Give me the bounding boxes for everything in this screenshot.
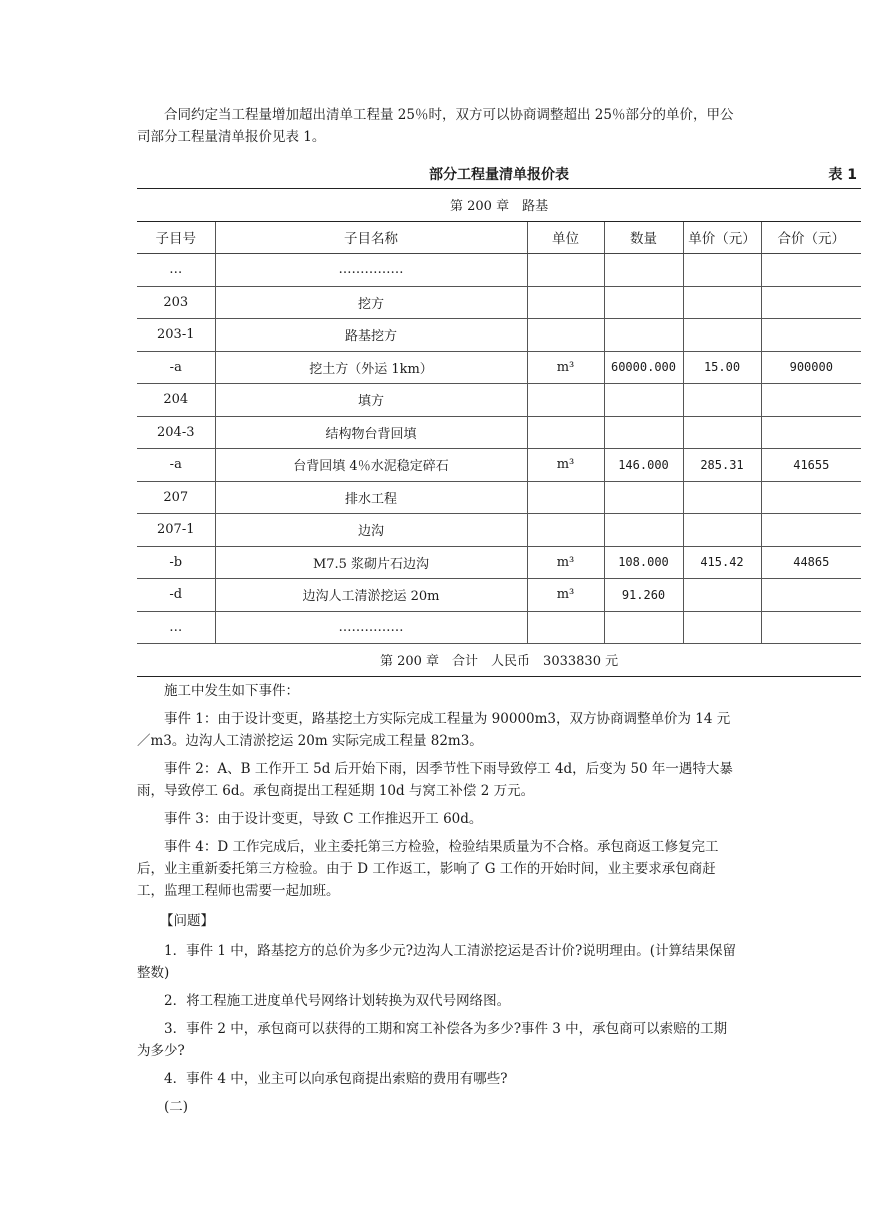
cell-quantity bbox=[604, 384, 683, 417]
question-2: 2．将工程施工进度单代号网络计划转换为双代号网络图。 bbox=[164, 993, 511, 1009]
cell-code: 207-1 bbox=[137, 514, 215, 547]
cell-total bbox=[761, 384, 861, 417]
cell-quantity bbox=[604, 319, 683, 352]
cell-unit bbox=[527, 481, 604, 514]
cell-unit bbox=[527, 319, 604, 352]
table-body bbox=[137, 254, 861, 644]
cell-unit-price bbox=[683, 286, 761, 319]
cell-name: 挖方 bbox=[215, 286, 527, 319]
event-4: 事件 4：D 工作完成后，业主委托第三方检验，检验结果质量为不合格。承包商返工修复完工后，业主重新委托第三方检验。由于 D 工作返工，影响了 G 工作的开始时间，业主要求承包商赶工，监理工程师也需要一起加班。 bbox=[137, 839, 719, 899]
col-header-total: 合价（元） bbox=[761, 221, 861, 254]
cell-quantity: 146.000 bbox=[604, 449, 683, 482]
cell-quantity bbox=[604, 514, 683, 547]
cell-name: 边沟人工清淤挖运 20m bbox=[215, 579, 527, 612]
cell-quantity: 108.000 bbox=[604, 546, 683, 579]
table-title-row bbox=[137, 160, 861, 188]
cell-unit: m³ bbox=[527, 449, 604, 482]
table-row bbox=[137, 611, 861, 644]
question-1: 1．事件 1 中，路基挖方的总价为多少元?边沟人工清淤挖运是否计价?说明理由。(计算结果保留整数) bbox=[137, 943, 737, 981]
header-row bbox=[137, 221, 861, 254]
col-header-unit: 单位 bbox=[527, 221, 604, 254]
questions-title: 【问题】 bbox=[160, 913, 214, 929]
cell-unit-price: 415.42 bbox=[683, 546, 761, 579]
cell-name: 挖土方（外运 1km） bbox=[215, 351, 527, 384]
quote-table bbox=[137, 188, 861, 677]
table-label: 表 1 bbox=[828, 167, 857, 183]
cell-name: 排水工程 bbox=[215, 481, 527, 514]
table-row bbox=[137, 286, 861, 319]
cell-total bbox=[761, 579, 861, 612]
cell-quantity bbox=[604, 286, 683, 319]
cell-quantity bbox=[604, 416, 683, 449]
table-row bbox=[137, 416, 861, 449]
cell-total bbox=[761, 254, 861, 287]
cell-unit-price: 285.31 bbox=[683, 449, 761, 482]
table-row bbox=[137, 254, 861, 287]
cell-quantity: 60000.000 bbox=[604, 351, 683, 384]
table-row bbox=[137, 481, 861, 514]
cell-unit: m³ bbox=[527, 546, 604, 579]
cell-unit bbox=[527, 286, 604, 319]
cell-total: 41655 bbox=[761, 449, 861, 482]
event-2: 事件 2：A、B 工作开工 5d 后开始下雨，因季节性下雨导致停工 4d，后变为 50 年一遇特大暴雨，导致停工 6d。承包商提出工程延期 10d 与窝工补偿 2 万元。 bbox=[137, 761, 733, 799]
col-header-name: 子目名称 bbox=[215, 221, 527, 254]
cell-total bbox=[761, 319, 861, 352]
events-intro: 施工中发生如下事件： bbox=[164, 683, 299, 699]
cell-total: 900000 bbox=[761, 351, 861, 384]
cell-unit-price bbox=[683, 611, 761, 644]
col-header-code: 子目号 bbox=[137, 221, 215, 254]
cell-total bbox=[761, 481, 861, 514]
cell-unit-price bbox=[683, 319, 761, 352]
cell-name: …………… bbox=[215, 611, 527, 644]
question-3: 3．事件 2 中，承包商可以获得的工期和窝工补偿各为多少?事件 3 中，承包商可以索赔的工期为多少? bbox=[137, 1021, 728, 1059]
cell-total bbox=[761, 611, 861, 644]
event-3: 事件 3：由于设计变更，导致 C 工作推迟开工 60d。 bbox=[164, 811, 483, 827]
cell-code: 204-3 bbox=[137, 416, 215, 449]
cell-unit-price: 15.00 bbox=[683, 351, 761, 384]
cell-unit-price bbox=[683, 481, 761, 514]
cell-name: 结构物台背回填 bbox=[215, 416, 527, 449]
cell-code: -b bbox=[137, 546, 215, 579]
chapter-title: 第 200 章 路基 bbox=[137, 189, 861, 222]
cell-unit bbox=[527, 384, 604, 417]
cell-code: 207 bbox=[137, 481, 215, 514]
table-title: 部分工程量清单报价表 bbox=[429, 167, 569, 183]
cell-unit bbox=[527, 416, 604, 449]
cell-code: -a bbox=[137, 449, 215, 482]
total-row bbox=[137, 644, 861, 677]
table-row bbox=[137, 546, 861, 579]
intro-paragraph: 合同约定当工程量增加超出清单工程量 25％时，双方可以协商调整超出 25％部分的单价，甲公司部分工程量清单报价见表 1。 bbox=[137, 107, 734, 145]
cell-total: 44865 bbox=[761, 546, 861, 579]
cell-quantity: 91.260 bbox=[604, 579, 683, 612]
cell-name: 边沟 bbox=[215, 514, 527, 547]
cell-name: 路基挖方 bbox=[215, 319, 527, 352]
cell-unit-price bbox=[683, 416, 761, 449]
cell-total bbox=[761, 286, 861, 319]
col-header-unit-price: 单价（元） bbox=[683, 221, 761, 254]
cell-code: -d bbox=[137, 579, 215, 612]
cell-total bbox=[761, 416, 861, 449]
cell-code: 203-1 bbox=[137, 319, 215, 352]
total-text: 第 200 章 合计 人民币 3033830 元 bbox=[137, 644, 861, 677]
cell-code: … bbox=[137, 254, 215, 287]
cell-quantity bbox=[604, 481, 683, 514]
col-header-quantity: 数量 bbox=[604, 221, 683, 254]
table-row bbox=[137, 351, 861, 384]
table-row bbox=[137, 449, 861, 482]
cell-code: 204 bbox=[137, 384, 215, 417]
cell-total bbox=[761, 514, 861, 547]
cell-code: … bbox=[137, 611, 215, 644]
cell-unit-price bbox=[683, 254, 761, 287]
event-1: 事件 1：由于设计变更，路基挖土方实际完成工程量为 90000m3，双方协商调整单价为 14 元／m3。边沟人工清淤挖运 20m 实际完成工程量 82m3。 bbox=[137, 711, 731, 749]
table-row bbox=[137, 319, 861, 352]
table-row bbox=[137, 579, 861, 612]
chapter-row bbox=[137, 189, 861, 222]
cell-unit bbox=[527, 514, 604, 547]
question-4: 4．事件 4 中，业主可以向承包商提出索赔的费用有哪些? bbox=[164, 1071, 508, 1087]
cell-quantity bbox=[604, 611, 683, 644]
cell-unit bbox=[527, 611, 604, 644]
cell-unit-price bbox=[683, 384, 761, 417]
cell-unit-price bbox=[683, 514, 761, 547]
cell-code: -a bbox=[137, 351, 215, 384]
cell-name: 填方 bbox=[215, 384, 527, 417]
table-row bbox=[137, 384, 861, 417]
cell-code: 203 bbox=[137, 286, 215, 319]
cell-unit-price bbox=[683, 579, 761, 612]
cell-name: M7.5 浆砌片石边沟 bbox=[215, 546, 527, 579]
table-row bbox=[137, 514, 861, 547]
cell-name: 台背回填 4％水泥稳定碎石 bbox=[215, 449, 527, 482]
cell-quantity bbox=[604, 254, 683, 287]
cell-unit bbox=[527, 254, 604, 287]
section-end: (二) bbox=[164, 1099, 189, 1115]
cell-unit: m³ bbox=[527, 579, 604, 612]
cell-unit: m³ bbox=[527, 351, 604, 384]
cell-name: …………… bbox=[215, 254, 527, 287]
